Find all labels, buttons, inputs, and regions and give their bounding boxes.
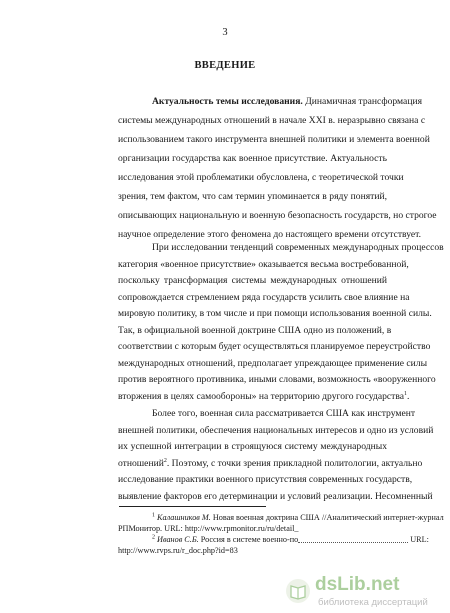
footnote-number: 1 bbox=[152, 512, 155, 519]
footnote-ref: 2 bbox=[163, 457, 167, 464]
line-text: . bbox=[407, 391, 410, 402]
footnote-text: Новая военная доктрина США //Аналитический интернет-журнал bbox=[210, 513, 444, 522]
footnote-1 bbox=[152, 514, 444, 522]
body-line: описывающих национальную и военную безопасность государств, но строгое bbox=[118, 210, 437, 221]
body-line: использованием такого инструмента внешней политики и элемента военной bbox=[118, 134, 430, 145]
illegible-text bbox=[298, 538, 408, 543]
line-text: отношений bbox=[118, 458, 164, 469]
body-line: системы международных отношений в начале XXI в. неразрывно связана с bbox=[118, 115, 426, 126]
body-line: мировую политику, в том числе и при помощи использования военной силы. bbox=[118, 308, 432, 319]
line-text: Динамичная трансформация bbox=[302, 96, 422, 107]
watermark bbox=[285, 576, 445, 610]
body-line bbox=[118, 392, 409, 402]
body-line: поскольку трансформация системы международных отношений bbox=[118, 275, 387, 286]
body-line: международных отношений, предполагает упреждающее применение силы bbox=[118, 358, 428, 369]
body-line: Так, в официальной военной доктрине США одно из положений, в bbox=[118, 325, 392, 336]
watermark-title: dsLib.net bbox=[315, 574, 400, 595]
body-line: организации государства как военное присутствие. Актуальность bbox=[118, 153, 387, 164]
body-line: соответствии с которым будет осуществляться планируемое переустройство bbox=[118, 341, 431, 352]
footnote-rule bbox=[119, 506, 266, 507]
line-text: вторжения в целях самообороны» на территорию другого государства bbox=[118, 391, 405, 402]
body-line: Более того, военная сила рассматривается США как инструмент bbox=[152, 408, 416, 419]
footnote-2-line2: http://www.rvps.ru/r_doc.php?id=83 bbox=[118, 546, 238, 555]
footnote-number: 2 bbox=[152, 534, 155, 541]
body-line: исследования этой проблематики обусловлена, с теоретической точки bbox=[118, 172, 404, 183]
book-logo-icon bbox=[285, 578, 311, 604]
footnote-ref: 1 bbox=[404, 390, 408, 397]
body-line: При исследовании тенденций современных международных процессов bbox=[152, 242, 444, 253]
page-number: 3 bbox=[222, 27, 228, 38]
body-line: сопровождается стремлением ряда государств усилить свое влияние на bbox=[118, 292, 410, 303]
body-line: против вероятного противника, иными словами, возможность «вооруженного bbox=[118, 374, 436, 385]
section-heading: ВВЕДЕНИЕ bbox=[194, 60, 256, 71]
paragraph-lead: Актуальность темы исследования. bbox=[152, 96, 303, 107]
watermark-subtitle: библиотека диссертаций bbox=[318, 597, 428, 608]
footnote-author: Иванов С.Б. bbox=[157, 535, 199, 544]
body-line: категория «военное присутствие» оказывается весьма востребованной, bbox=[118, 259, 409, 270]
body-line: исследование практики военного присутствия современных государств, bbox=[118, 474, 413, 485]
body-line: их успешной интеграции в строящуюся систему международных bbox=[118, 441, 387, 452]
body-line: научное определение этого феномена до настоящего времени отсутствует. bbox=[118, 229, 422, 240]
line-text: . Поэтому, с точки зрения прикладной политологии, актуально bbox=[166, 458, 423, 469]
body-line: внешней политики, обеспечения национальных интересов и одно из условий bbox=[118, 425, 434, 436]
footnote-text: Россия в системе военно-по bbox=[198, 535, 299, 544]
footnote-1-line2: РПМонитор. URL: http://www.rpmonitor.ru/ru/detail_ bbox=[118, 524, 299, 533]
footnote-author: Калашников М. bbox=[157, 513, 211, 522]
footnote-2 bbox=[152, 536, 429, 544]
body-line: выявление факторов его детерминации и условий реализации. Несомненный bbox=[118, 491, 433, 502]
body-line bbox=[118, 457, 423, 469]
body-line bbox=[152, 96, 422, 107]
body-line: зрения, тем фактом, что сам термин упоминается в ряду понятий, bbox=[118, 191, 387, 202]
footnote-text: URL: bbox=[410, 535, 429, 544]
